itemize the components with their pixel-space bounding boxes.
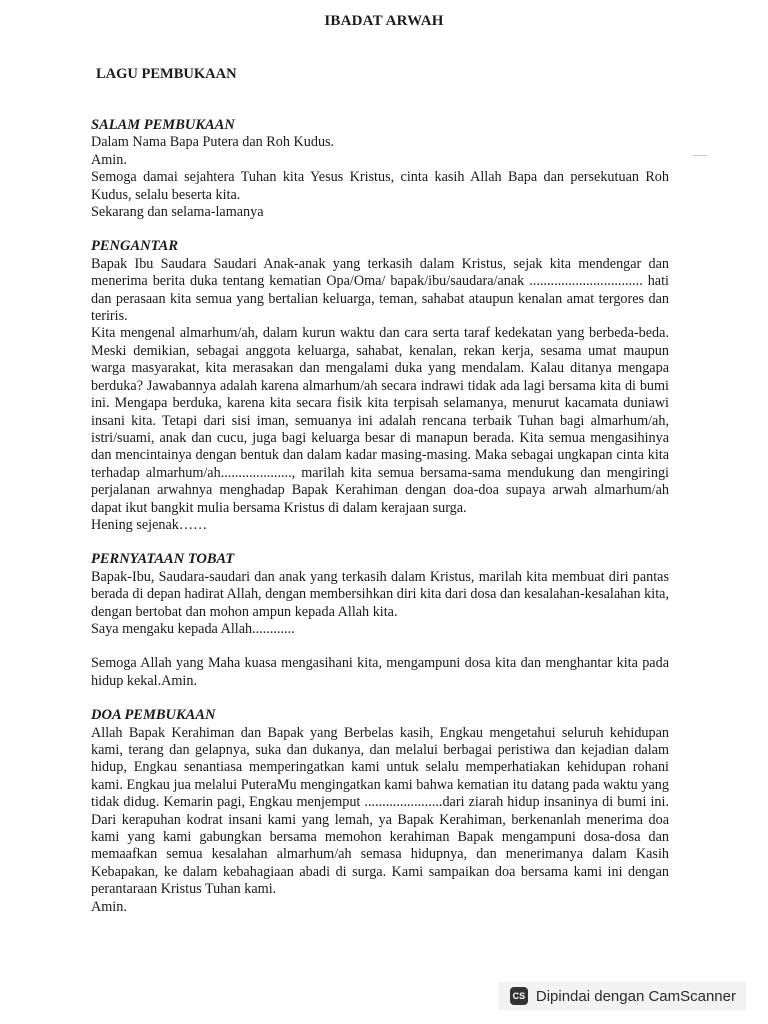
section-heading: PENGANTAR bbox=[91, 238, 179, 255]
section-heading: PERNYATAAN TOBAT bbox=[91, 551, 235, 568]
text-line: Sekarang dan selama-lamanya bbox=[91, 204, 264, 221]
paragraph: Semoga Allah yang Maha kuasa mengasihani kita, mengampuni dosa kita dan menghantar kita pada hidup kekal.Amin. bbox=[91, 655, 669, 689]
section-pengantar bbox=[91, 238, 669, 534]
document-body bbox=[91, 117, 669, 933]
camscanner-watermark bbox=[498, 982, 746, 1010]
text-line: Semoga damai sejahtera Tuhan kita Yesus Kristus, cinta kasih Allah Bapa dan persekutuan Roh Kudus, selalu beserta kita. bbox=[91, 169, 669, 203]
opening-song-heading: LAGU PEMBUKAAN bbox=[96, 66, 237, 82]
text-line: Amin. bbox=[91, 151, 127, 168]
section-salam-pembukaan bbox=[91, 117, 669, 221]
scan-artifact bbox=[692, 155, 708, 156]
paragraph: Kita mengenal almarhum/ah, dalam kurun waktu dan cara serta taraf kedekatan yang berbeda-beda. Meski demikian, sebagai anggota keluarga, sahabat, kenalan, rekan kerja, sesama umat maupun warga masyarakat, kita merasakan dan mengalami duka yang mendalam. Kalau ditanya mengapa berduka? Jawabannya adalah karena almarhum/ah secara indrawi tidak ada lagi bersama kita di bumi ini. Mengapa berduka, karena kita secara fisik kita terpisah selamanya, menurut kacamata duniawi insani kita. Tetapi dari sisi iman, semuanya ini adalah rencana terbaik Tuhan bagi almarhum/ah, istri/suami, anak dan cucu, juga bagi keluarga besar di manapun berada. Kita semua mengasihinya dan mencintainya dengan bentuk dan dalam kadar masing-masing. Maka sebagai ungkapan cinta kita terhadap almarhum/ah...................., marilah kita semua bersama-sama mendukung dan mengiringi perjalanan arwahnya menghadap Bapak Kerahiman dengan doa-doa supaya arwah almarhum/ah dapat ikut bangkit mulia bersama Kristus di dalam kerajaan surga. bbox=[91, 325, 669, 516]
paragraph: Amin. bbox=[91, 898, 127, 915]
paragraph: Hening sejenak…… bbox=[91, 516, 208, 533]
section-heading: DOA PEMBUKAAN bbox=[91, 707, 216, 724]
paragraph: Bapak Ibu Saudara Saudari Anak-anak yang terkasih dalam Kristus, sejak kita mendengar dan menerima berita duka tentang kematian Opa/Oma/ bapak/ibu/saudara/anak ................................ hati dan perasaan kita semua yang bertalian keluarga, teman, sahabat ataupun kenalan amat tergores dan teriris. bbox=[91, 255, 669, 325]
section-doa-pembukaan bbox=[91, 707, 669, 916]
camscanner-logo-icon: CS bbox=[510, 987, 528, 1005]
section-heading: SALAM PEMBUKAAN bbox=[91, 117, 235, 133]
paragraph: Allah Bapak Kerahiman dan Bapak yang Berbelas kasih, Engkau mengetahui seluruh kehidupan kami, terang dan gelapnya, suka dan dukanya, dan melalui berbagai peristiwa dan kejadian dalam hidup, Engkau senantiasa memperingatkan kami untuk selalu memperhatiakan kehidupan rohani kami. Engkau jua melalui PuteraMu mengingatkan kami bahwa kematian itu datang pada waktu yang tidak didug. Kemarin pagi, Engkau menjemput ......................dari ziarah hidup insaninya di bumi ini. Dari kerapuhan kodrat insani kami yang lemah, ya Bapak Kerahiman, berkenanlah menerima doa kami yang kami gabungkan bersama memohon kerahiman Bapak mengampuni dosa-dosa dan memaafkan semua kesalahan almarhum/ah semasa hidupnya, dan menerimanya dalam Kasih Kebapakan, ke dalam kebahagiaan abadi di surga. Kami sampaikan doa bersama kami ini dengan perantaraan Kristus Tuhan kami. bbox=[91, 724, 669, 898]
watermark-text: Dipindai dengan CamScanner bbox=[535, 987, 736, 1005]
paragraph-gap bbox=[91, 638, 669, 655]
document-title: IBADAT ARWAH bbox=[324, 13, 444, 29]
text-line: Dalam Nama Bapa Putera dan Roh Kudus. bbox=[91, 134, 335, 151]
section-pernyataan-tobat bbox=[91, 551, 669, 690]
paragraph: Saya mengaku kepada Allah............ bbox=[91, 620, 295, 637]
paragraph: Bapak-Ibu, Saudara-saudari dan anak yang terkasih dalam Kristus, marilah kita membuat diri pantas berada di depan hadirat Allah, dengan membersihkan diri kita dari dosa dan kesalahan-kesalahan kita, dengan bertobat dan mohon ampun kepada Allah kita. bbox=[91, 568, 669, 620]
